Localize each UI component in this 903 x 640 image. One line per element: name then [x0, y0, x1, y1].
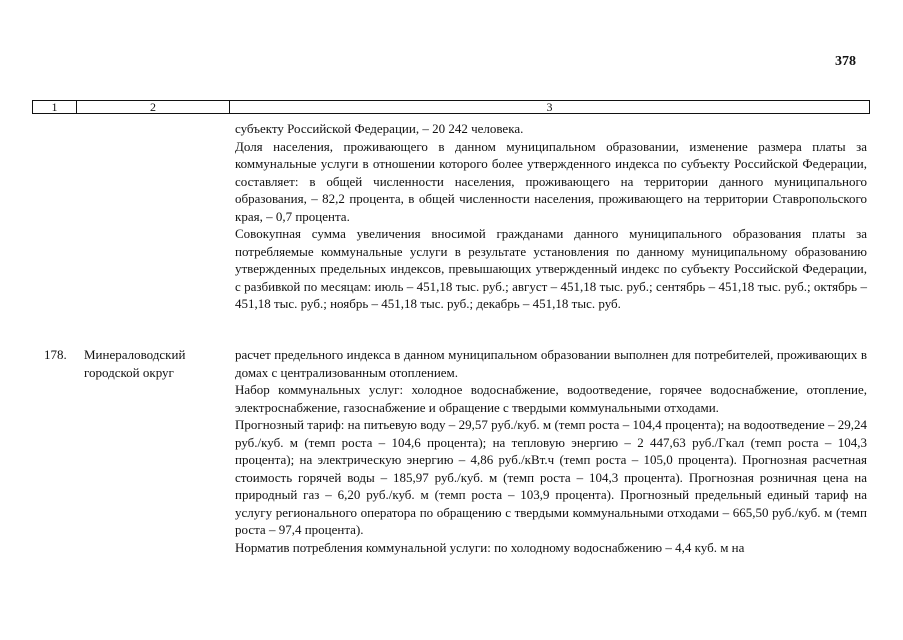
- paragraph: Доля населения, проживающего в данном муниципальном образовании, изменение размера платы за коммунальные услуги в отношении которого более утвержденного индекса по субъекту Российской Федерации, составляет: в общей численности населения, проживающего на территории данного муниципального образования, – 82,2 процента, в общей численности населения, проживающего на территории Ставропольского края, – 0,7 процента.: [235, 138, 867, 224]
- table-header-col-1: 1: [33, 101, 77, 113]
- entry-text: [235, 346, 867, 556]
- paragraph: Набор коммунальных услуг: холодное водоснабжение, водоотведение, горячее водоснабжение, отопление, электроснабжение, газоснабжение и обращение с твердыми коммунальными отходами.: [235, 382, 867, 415]
- table-header-row: [32, 100, 870, 114]
- paragraph: Норматив потребления коммунальной услуги: по холодному водоснабжению – 4,4 куб. м на: [235, 539, 745, 555]
- municipality-name: Минераловодский городской округ: [84, 347, 186, 380]
- paragraph: Совокупная сумма увеличения вносимой гражданами данного муниципального образования платы за потребляемые коммунальные услуги в результате установления по данному муниципальному образованию утвержденных предельных индексов, превышающих утвержденный индекс по субъекту Российской Федерации, с разбивкой по месяцам: июль – 451,18 тыс. руб.; август – 451,18 тыс. руб.; сентябрь – 451,18 тыс. руб.; октябрь – 451,18 тыс. руб.; ноябрь – 451,18 тыс. руб.; декабрь – 451,18 тыс. руб.: [235, 226, 867, 311]
- table-header-col-2: 2: [77, 101, 230, 113]
- paragraph: субъекту Российской Федерации, – 20 242 человека.: [235, 121, 524, 136]
- paragraph: расчет предельного индекса в данном муниципальном образовании выполнен для потребителей, проживающих в домах с централизованным отоплением.: [235, 347, 867, 380]
- continued-entry-text: [235, 120, 867, 313]
- paragraph: Прогнозный тариф: на питьевую воду – 29,57 руб./куб. м (темп роста – 104,4 процента); на водоотведение – 29,24 руб./куб. м (темп роста – 104,6 процента); на тепловую энергию – 2 447,63 руб./Гкал (темп роста – 104,3 процента); на электрическую энергию – 4,86 руб./кВт.ч (темп роста – 105,0 процента). Прогнозная расчетная стоимость горячей воды – 185,97 руб./куб. м (темп роста – 104,3 процента). Прогнозная розничная цена на природный газ – 6,20 руб./куб. м (темп роста – 103,9 процента). Прогнозный предельный единый тариф на услугу регионального оператора по обращению с твердыми коммунальными отходами – 665,50 руб./куб. м (темп роста – 97,4 процента).: [235, 417, 867, 537]
- entry-number: 178.: [44, 347, 67, 362]
- page-number: 378: [835, 54, 856, 69]
- table-header-col-3: 3: [546, 100, 553, 114]
